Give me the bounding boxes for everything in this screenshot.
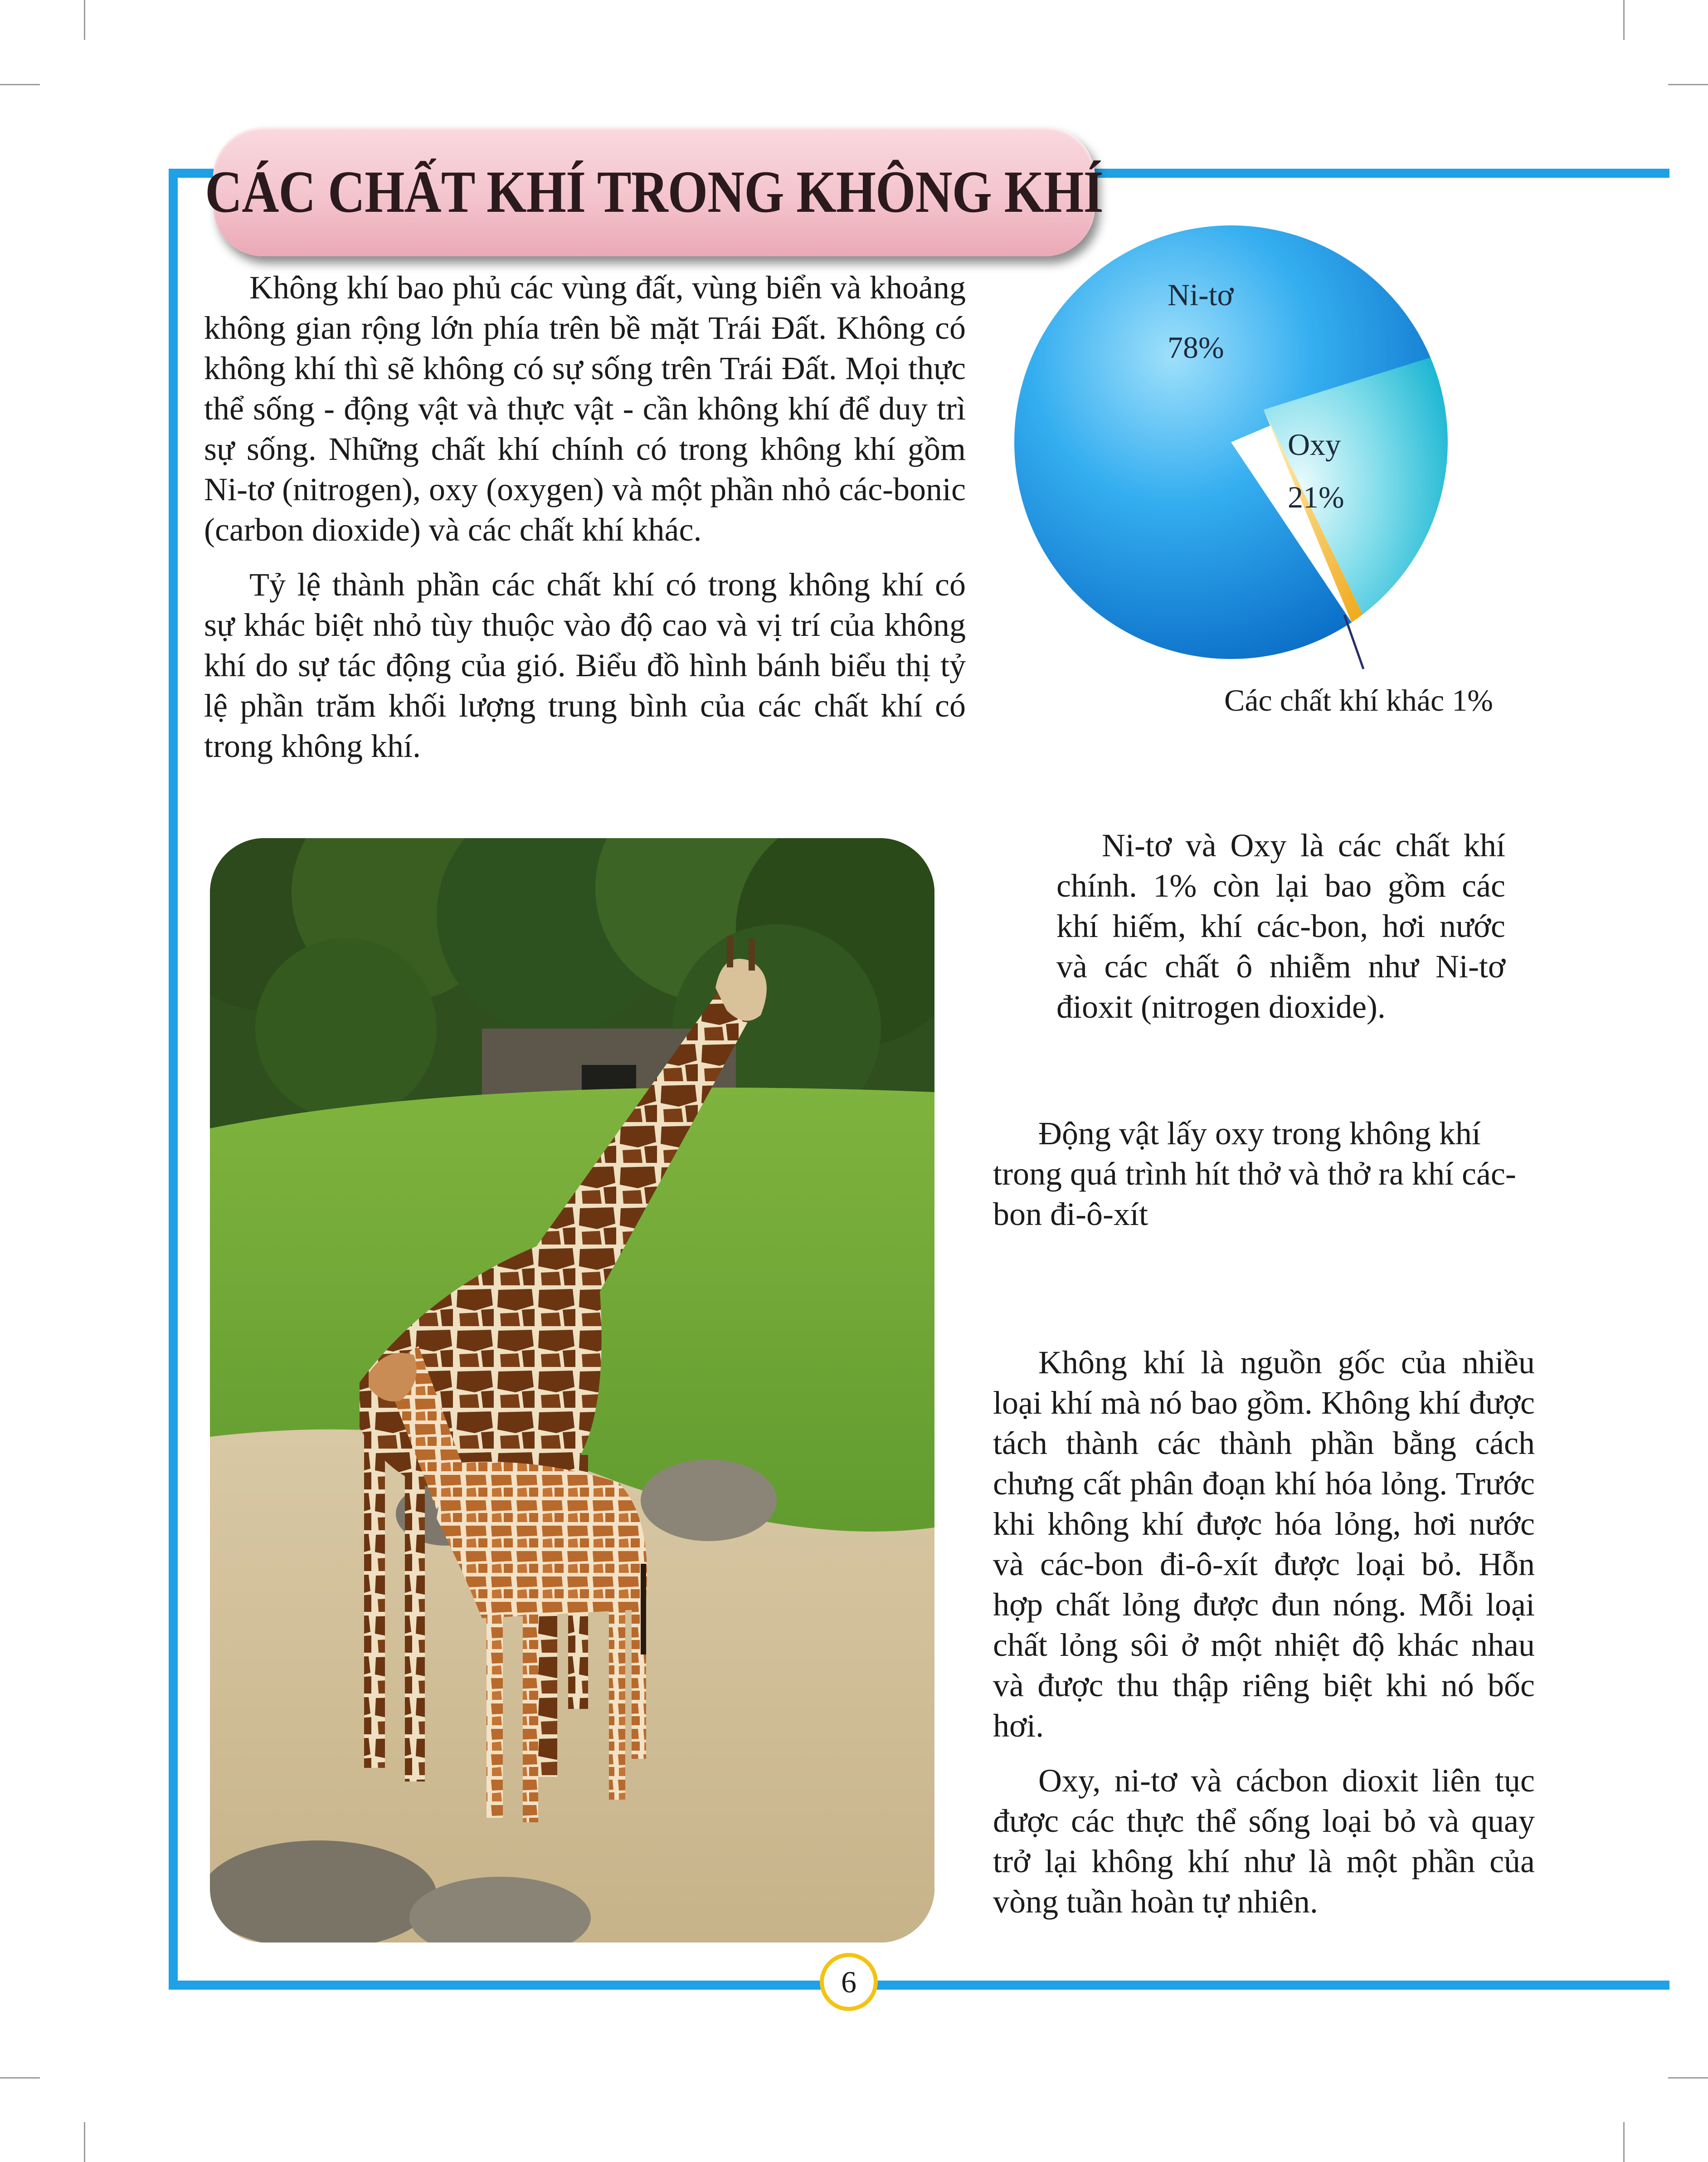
intro-text bbox=[204, 268, 966, 766]
right-paragraph: Oxy, ni-tơ và cácbon dioxit liên tục được các thực thể sống loại bỏ và quay trở lại không khí như là một phần của vòng tuần hoàn tự nhiên. bbox=[993, 1762, 1535, 1920]
frame-bottom-line bbox=[169, 1981, 1669, 1990]
crop-mark bbox=[1623, 0, 1625, 40]
other-gases-pointer-line bbox=[1344, 615, 1363, 669]
page-number: 6 bbox=[820, 1953, 878, 2011]
note-animals bbox=[993, 1113, 1519, 1235]
frame-left-line bbox=[169, 169, 178, 1990]
intro-paragraph: Tỷ lệ thành phần các chất khí có trong không khí có sự khác biệt nhỏ tùy thuộc vào độ cao và vị trí của không khí do sự tác động của gió. Biểu đồ hình bánh biểu thị tỷ lệ phần trăm khối lượng trung bình của các chất khí có trong không khí. bbox=[204, 566, 966, 764]
other-gases-label: Các chất khí khác 1% bbox=[1224, 683, 1493, 717]
giraffe-photo bbox=[210, 838, 934, 1942]
crop-mark bbox=[0, 84, 40, 85]
intro-paragraph: Không khí bao phủ các vùng đất, vùng biển và khoảng không gian rộng lớn phía trên bề mặt Trái Đất. Không có không khí thì sẽ không có sự sống trên Trái Đất. Mọi thực thể sống - động vật và thực vật - cần không khí để duy trì sự sống. Những chất khí chính có trong không khí gồm Ni-tơ (nitrogen), oxy (oxygen) và một phần nhỏ các-bonic (carbon dioxide) và các chất khí khác. bbox=[204, 269, 966, 548]
giraffe-image bbox=[210, 838, 934, 1942]
page-title: CÁC CHẤT KHÍ TRONG KHÔNG KHÍ bbox=[205, 158, 1103, 225]
oxygen-label bbox=[1288, 426, 1344, 515]
crop-mark bbox=[84, 0, 85, 40]
right-paragraph: Không khí là nguồn gốc của nhiều loại khí mà nó bao gồm. Không khí được tách thành các thành phần bằng cách chưng cất phân đoạn khí hóa lỏng. Trước khi không khí được hóa lỏng, hơi nước và các-bon đi-ô-xít được loại bỏ. Hỗn hợp chất lỏng được đun nóng. Mỗi loại chất lỏng sôi ở một nhiệt độ khác nhau và được thu thập riêng biệt khi nó bốc hơi. bbox=[993, 1344, 1535, 1744]
crop-mark bbox=[1668, 84, 1708, 85]
title-banner bbox=[205, 127, 1103, 256]
oxygen-percent: 21% bbox=[1288, 480, 1344, 514]
note-gases-text: Ni-tơ và Oxy là các chất khí chính. 1% còn lại bao gồm các khí hiếm, khí các-bon, hơi nước và các chất ô nhiễm như Ni-tơ đioxit (nitrogen dioxide). bbox=[1056, 827, 1505, 1025]
crop-mark bbox=[84, 2122, 85, 2162]
note-animals-text: Động vật lấy oxy trong không khí trong quá trình hít thở và thở ra khí các-bon đi-ô-xít bbox=[993, 1115, 1516, 1232]
pie-chart bbox=[1009, 218, 1453, 676]
crop-mark bbox=[0, 2077, 40, 2079]
crop-mark bbox=[1668, 2077, 1708, 2079]
nitrogen-percent: 78% bbox=[1168, 330, 1224, 365]
oxygen-name: Oxy bbox=[1288, 427, 1341, 462]
note-gases bbox=[1056, 825, 1505, 1027]
nitrogen-label bbox=[1168, 277, 1234, 366]
nitrogen-name: Ni-tơ bbox=[1168, 278, 1234, 312]
crop-mark bbox=[1623, 2122, 1625, 2162]
right-text bbox=[993, 1342, 1535, 1922]
